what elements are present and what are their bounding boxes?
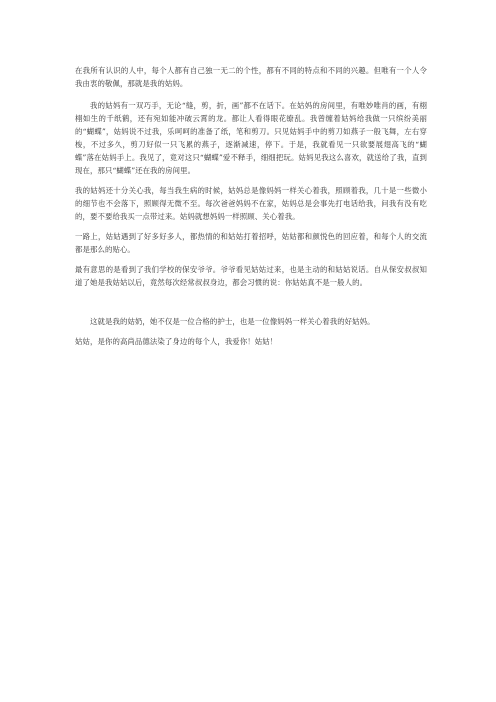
paragraph-intro: 在我所有认识的人中，每个人都有自己独一无二的个性，都有不同的特点和不同的兴趣。但唯有一个人令我由衷的敬佩，那就是我的姑妈。	[75, 66, 427, 88]
document-body	[75, 64, 427, 348]
paragraph-conclusion: 这就是我的姑奶，她不仅是一位合格的护士，也是一位像妈妈一样关心着我的好姑妈。	[90, 317, 375, 326]
paragraph-skillful-hands: 我的姑妈有一双巧手，无论“缝，剪，折，画”都不在话下。在姑妈的房间里，有唯妙唯肖的画，有栩栩如生的千纸鹤，还有宛如能冲破云霄的龙。都让人看得眼花缭乱。我曾缠着姑妈给我做一只缤纷美丽的“蝴蝶”，姑妈说不过我，乐呵呵的准备了纸，笔和剪刀。只见姑妈手中的剪刀如燕子一般飞舞，左右穿梭，不过多久，剪刀好似一只飞累的燕子，逐渐减速，停下。于是，我就看见一只欲要展翅高飞的“蝴蝶”落在姑妈手上。我见了，竟对这只“蝴蝶”爱不释手，细细把玩。姑妈见我这么喜欢，就送给了我，直到现在，那只“蝴蝶”还在我的房间里。	[75, 101, 427, 175]
paragraph-caring: 我的姑妈还十分关心我，每当我生病的时候，姑妈总是像妈妈一样关心着我，照顾着我，几十是一些微小的细节也不会落下，照顾得无微不至。每次爸爸妈妈不在家，姑妈总是会事先打电话给我，问我有没有吃的，要不要给我买一点带过来。姑妈就想妈妈一样照顾、关心着我。	[75, 186, 427, 221]
paragraph-closing: 姑姑，是你的高尚品德法染了身边的每个人，我爱你！姑姑！	[75, 337, 278, 346]
paragraph-on-the-way: 一路上，姑姑遇到了好多好多人，都热情的和姑姑打着招呼，姑姑都和颜悦色的回应着，和每个人的交流都是那么的贴心。	[75, 232, 427, 254]
paragraph-security-guard: 最有意思的是看到了我们学校的保安爷爷。爷爷看见姑姑过来，也是主动的和姑姑说话。自从保安叔叔知道了她是我姑姑以后，竟然每次经常叔叔身边，都会习惯的说：你姑姑真不是一般人的。	[75, 265, 427, 287]
